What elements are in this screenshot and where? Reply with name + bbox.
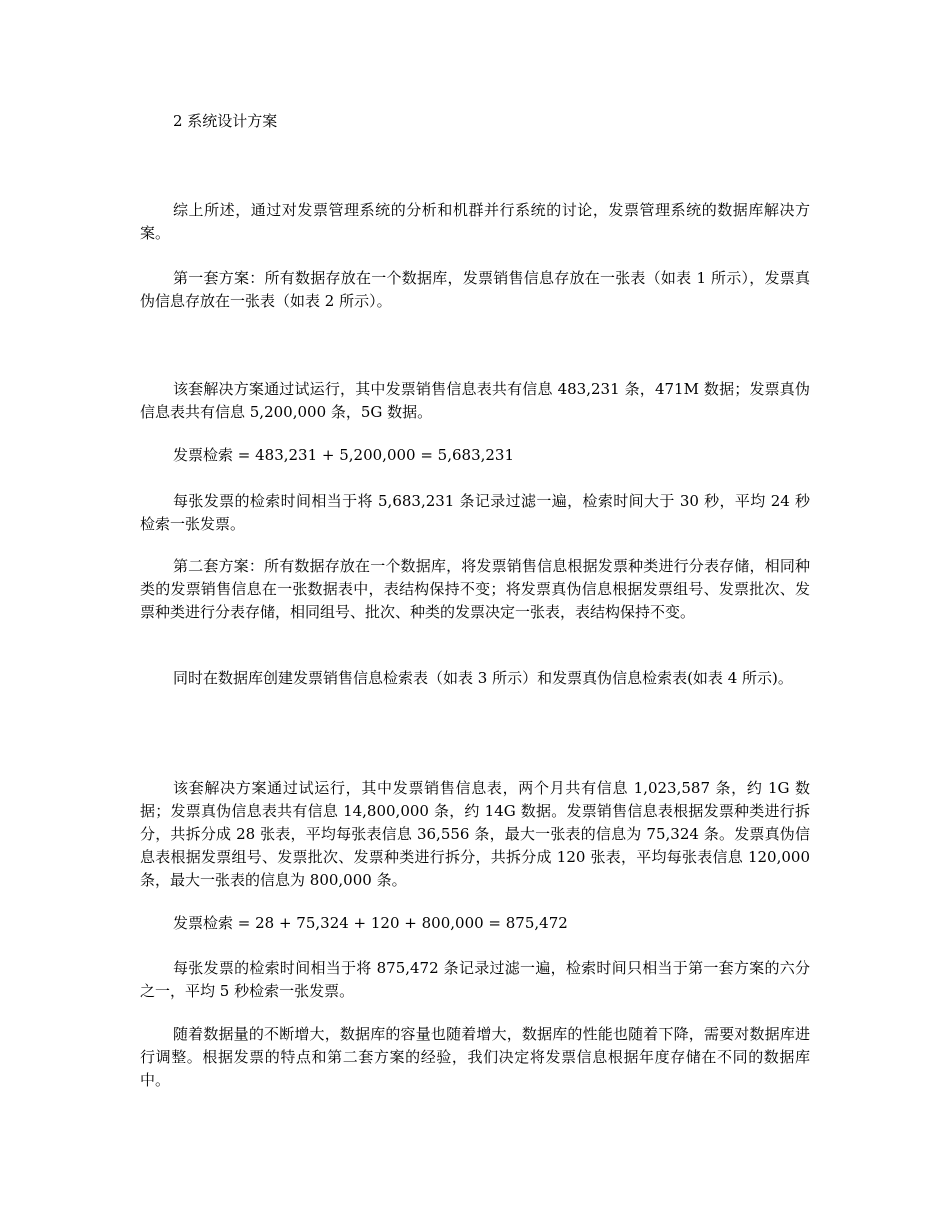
paragraph-scheme-one: 第一套方案：所有数据存放在一个数据库，发票销售信息存放在一张表（如表 1 所示），发票真伪信息存放在一张表（如表 2 所示）。 bbox=[140, 269, 810, 310]
paragraph-scheme-one-trial: 该套解决方案通过试运行，其中发票销售信息表共有信息 483,231 条，471M 数据；发票真伪信息表共有信息 5,200,000 条，5G 数据。 bbox=[140, 380, 810, 421]
paragraph-summary: 综上所述，通过对发票管理系统的分析和机群并行系统的讨论，发票管理系统的数据库解决方案。 bbox=[140, 201, 810, 242]
paragraph-scheme-two-time: 每张发票的检索时间相当于将 875,472 条记录过滤一遍，检索时间只相当于第一套方案的六分之一，平均 5 秒检索一张发票。 bbox=[140, 959, 810, 1000]
section-heading: 2 系统设计方案 bbox=[173, 112, 278, 130]
paragraph-conclusion: 随着数据量的不断增大，数据库的容量也随着增大，数据库的性能也随着下降，需要对数据库进行调整。根据发票的特点和第二套方案的经验，我们决定将发票信息根据年度存储在不同的数据库中。 bbox=[140, 1025, 810, 1089]
paragraph-index-tables: 同时在数据库创建发票销售信息检索表（如表 3 所示）和发票真伪信息检索表(如表 4 所示)。 bbox=[173, 669, 793, 687]
paragraph-scheme-two: 第二套方案：所有数据存放在一个数据库，将发票销售信息根据发票种类进行分表存储，相同种类的发票销售信息在一张数据表中，表结构保持不变；将发票真伪信息根据发票组号、发票批次、发票种类进行分表存储，相同组号、批次、种类的发票决定一张表，表结构保持不变。 bbox=[140, 557, 810, 621]
formula-scheme-one: 发票检索 = 483,231 + 5,200,000 = 5,683,231 bbox=[173, 446, 515, 464]
paragraph-scheme-two-trial: 该套解决方案通过试运行，其中发票销售信息表，两个月共有信息 1,023,587 条，约 1G 数据；发票真伪信息表共有信息 14,800,000 条，约 14G 数据。发票销售信息表根据发票种类进行拆分，共拆分成 28 张表，平均每张表信息 36,556 条，最大一张表的信息为 75,324 条。发票真伪信息表根据发票组号、发票批次、发票种类进行拆分，共拆分成 120 张表，平均每张表信息 120,000 条，最大一张表的信息为 800,000 条。 bbox=[140, 779, 810, 889]
formula-scheme-two: 发票检索 = 28 + 75,324 + 120 + 800,000 = 875,472 bbox=[173, 914, 568, 932]
paragraph-scheme-one-time: 每张发票的检索时间相当于将 5,683,231 条记录过滤一遍，检索时间大于 30 秒，平均 24 秒检索一张发票。 bbox=[140, 492, 810, 533]
document-page bbox=[140, 0, 810, 1230]
